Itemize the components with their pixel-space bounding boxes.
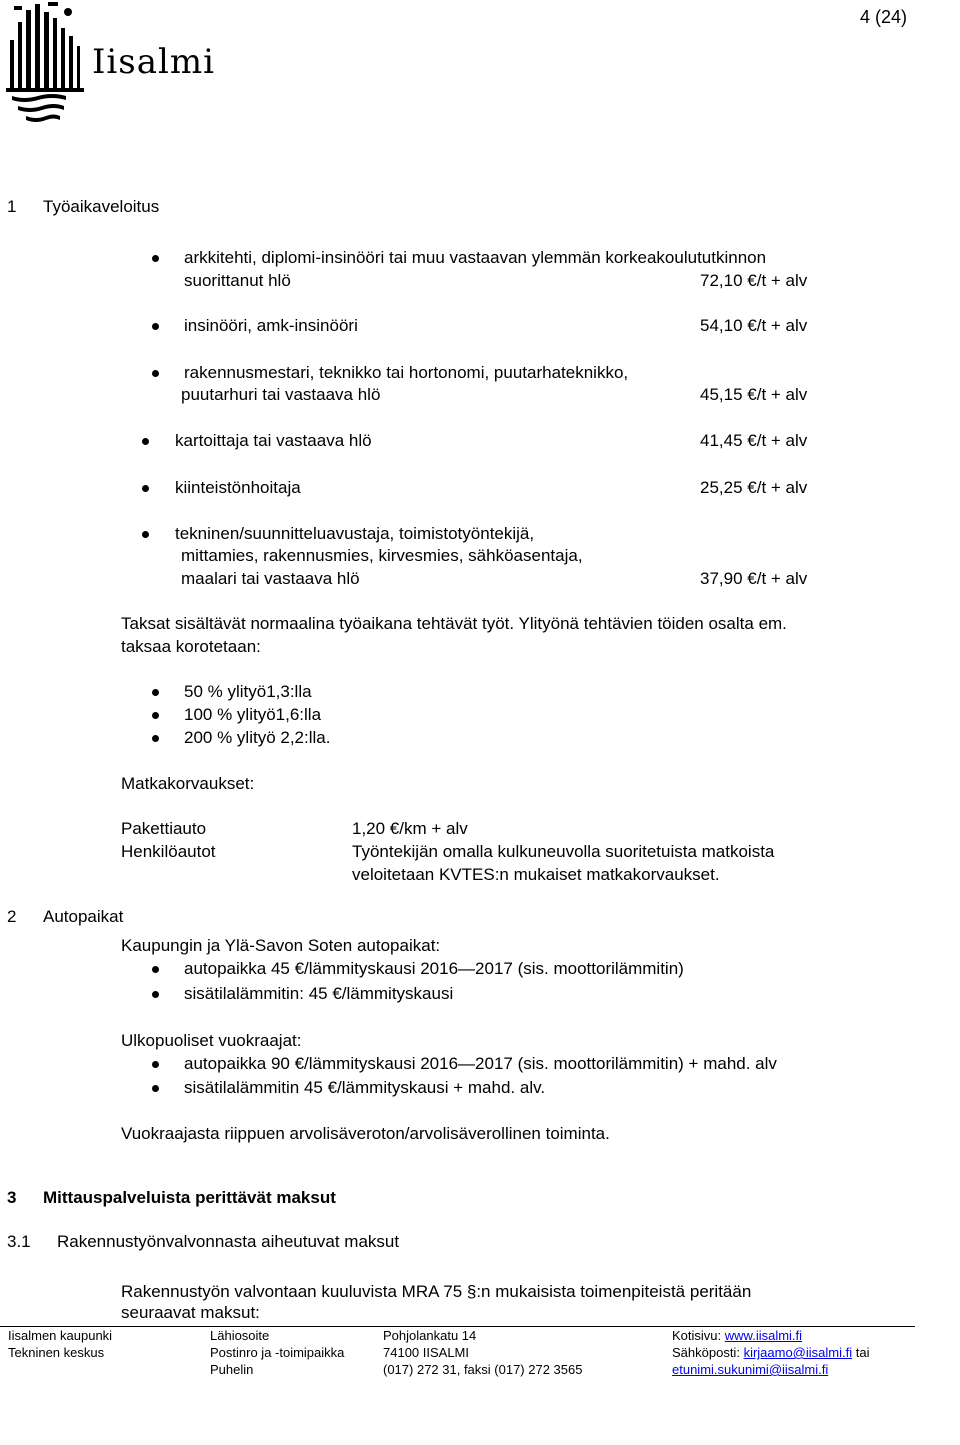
email-link[interactable]: kirjaamo@iisalmi.fi	[743, 1345, 853, 1360]
rate-1-line1: arkkitehti, diplomi-insinööri tai muu vastaavan ylemmän korkeakoulututkinnon	[184, 248, 767, 267]
rate-1-price: 72,10 €/t + alv	[700, 271, 808, 290]
rate-5-line1: kiinteistönhoitaja	[175, 478, 301, 497]
external-parking-item-2: sisätilalämmitin 45 €/lämmityskausi + mahd. alv.	[184, 1078, 546, 1097]
city-parking-item-2: sisätilalämmitin: 45 €/lämmityskausi	[184, 984, 454, 1003]
section-31-text-2: seuraavat maksut:	[121, 1303, 260, 1322]
overtime-item-2: 100 % ylityö1,6:lla	[184, 705, 322, 724]
footer-postal: 74100 IISALMI	[383, 1345, 469, 1360]
person-email-link[interactable]: etunimi.sukunimi@iisalmi.fi	[672, 1362, 829, 1377]
footer-dept: Tekninen keskus	[8, 1345, 105, 1360]
rate-3-line1: rakennusmestari, teknikko tai hortonomi, puutarhateknikko,	[184, 363, 629, 382]
section-31-title: Rakennustyönvalvonnasta aiheutuvat maksut	[57, 1232, 400, 1251]
bullet	[152, 323, 159, 330]
rate-3-price: 45,15 €/t + alv	[700, 385, 808, 404]
external-parking-item-1: autopaikka 90 €/lämmityskausi 2016—2017 (sis. moottorilämmitin) + mahd. alv	[184, 1054, 777, 1073]
footer-phone: (017) 272 31, faksi (017) 272 3565	[383, 1362, 583, 1377]
rate-2-line1: insinööri, amk-insinööri	[184, 316, 358, 335]
bullet	[152, 712, 159, 719]
bullet	[152, 966, 159, 973]
overtime-item-1: 50 % ylityö1,3:lla	[184, 682, 312, 701]
bullet	[142, 485, 149, 492]
rate-4-price: 41,45 €/t + alv	[700, 431, 808, 450]
rate-6-line3: maalari tai vastaava hlö	[181, 569, 360, 588]
overtime-text-2: taksaa korotetaan:	[121, 637, 261, 656]
homepage-link[interactable]: www.iisalmi.fi	[724, 1328, 803, 1343]
bullet	[152, 1061, 159, 1068]
rate-6-line2: mittamies, rakennusmies, kirvesmies, sähköasentaja,	[181, 546, 583, 565]
footer-postal-label: Postinro ja -toimipaikka	[210, 1345, 345, 1360]
footer-address-label: Lähiosoite	[210, 1328, 270, 1343]
section-1-number: 1	[7, 197, 17, 216]
overtime-item-3: 200 % ylityö 2,2:lla.	[184, 728, 331, 747]
travel-van-price: 1,20 €/km + alv	[352, 819, 468, 838]
section-3-number: 3	[7, 1188, 17, 1207]
bullet	[152, 689, 159, 696]
bullet	[152, 370, 159, 377]
bullet	[152, 991, 159, 998]
travel-heading: Matkakorvaukset:	[121, 774, 255, 793]
footer-email	[672, 1344, 869, 1361]
rate-3-line2: puutarhuri tai vastaava hlö	[181, 385, 381, 404]
logo-text: Iisalmi	[92, 42, 216, 82]
section-31-number: 3.1	[7, 1232, 31, 1251]
city-parking-item-1: autopaikka 45 €/lämmityskausi 2016—2017 (sis. moottorilämmitin)	[184, 959, 684, 978]
overtime-text-1: Taksat sisältävät normaalina työaikana tehtävät työt. Ylityönä tehtävien töiden osalta em.	[121, 614, 787, 633]
section-3-title: Mittauspalveluista perittävät maksut	[43, 1188, 336, 1207]
rate-5-price: 25,25 €/t + alv	[700, 478, 808, 497]
section-31-text-1: Rakennustyön valvontaan kuuluvista MRA 75 §:n mukaisista toimenpiteistä peritään	[121, 1282, 752, 1301]
iisalmi-logo	[4, 0, 216, 135]
footer-person-email	[672, 1361, 828, 1378]
bullet	[152, 735, 159, 742]
travel-car-label: Henkilöautot	[121, 842, 216, 861]
page-number: 4 (24)	[859, 7, 907, 27]
bullet	[142, 531, 149, 538]
footer-homepage	[672, 1327, 802, 1344]
footer-address: Pohjolankatu 14	[383, 1328, 477, 1343]
bullet	[142, 438, 149, 445]
section-2-number: 2	[7, 907, 17, 926]
footer-email-label: Sähköposti:	[672, 1345, 740, 1360]
travel-car-text-2: veloitetaan KVTES:n mukaiset matkakorvaukset.	[352, 865, 720, 884]
section-1-title: Työaikaveloitus	[43, 197, 160, 216]
city-parking-heading: Kaupungin ja Ylä-Savon Soten autopaikat:	[121, 936, 441, 955]
external-parking-heading: Ulkopuoliset vuokraajat:	[121, 1031, 302, 1050]
footer-phone-label: Puhelin	[210, 1362, 254, 1377]
rate-4-line1: kartoittaja tai vastaava hlö	[175, 431, 372, 450]
footer-email-suffix: tai	[855, 1345, 870, 1360]
section-2-title: Autopaikat	[43, 907, 124, 926]
travel-car-text-1: Työntekijän omalla kulkuneuvolla suoritetuista matkoista	[352, 842, 775, 861]
travel-van-label: Pakettiauto	[121, 819, 207, 838]
rate-2-price: 54,10 €/t + alv	[700, 316, 808, 335]
rate-6-line1: tekninen/suunnitteluavustaja, toimistotyöntekijä,	[175, 524, 535, 543]
parking-vat-note: Vuokraajasta riippuen arvolisäveroton/arvolisäverollinen toiminta.	[121, 1124, 610, 1143]
footer-org: Iisalmen kaupunki	[8, 1328, 113, 1343]
rate-1-line2: suorittanut hlö	[184, 271, 291, 290]
bullet	[152, 1085, 159, 1092]
footer-homepage-label: Kotisivu:	[672, 1328, 722, 1343]
rate-6-price: 37,90 €/t + alv	[700, 569, 808, 588]
bullet	[152, 255, 159, 262]
